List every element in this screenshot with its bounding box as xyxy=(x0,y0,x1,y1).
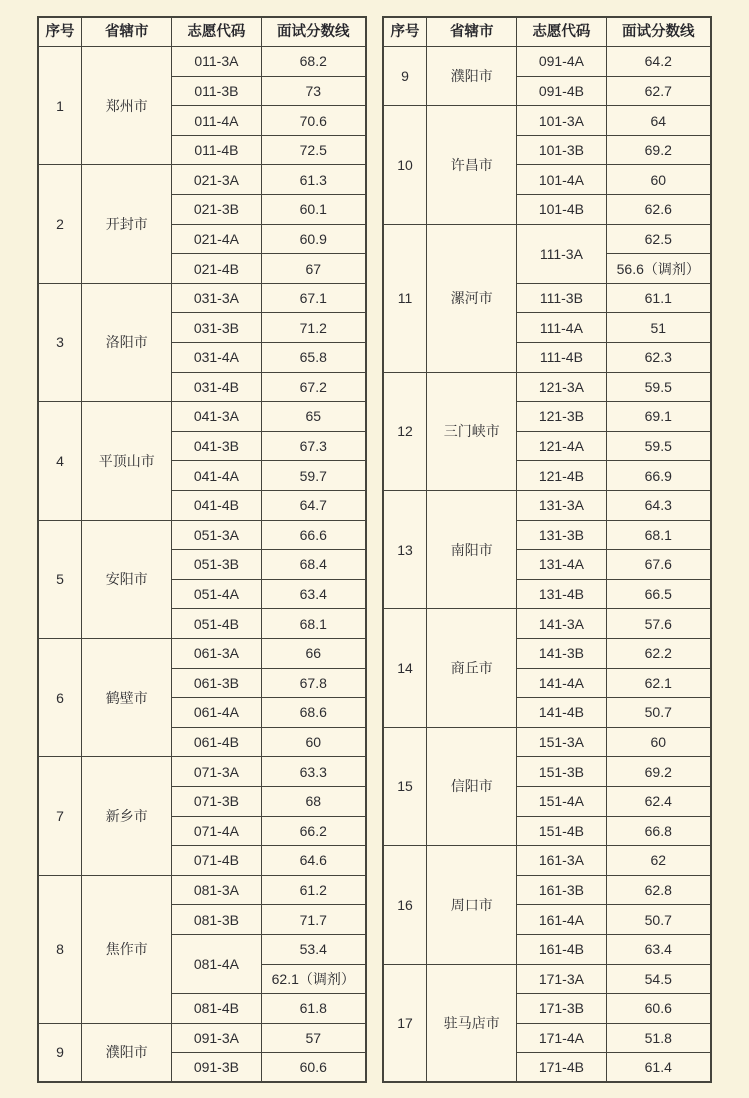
score-cell: 66.6 xyxy=(261,520,366,550)
code-cell: 161-3A xyxy=(517,846,606,876)
code-cell: 131-4A xyxy=(517,550,606,580)
city-cell: 开封市 xyxy=(82,165,172,283)
score-cell: 67.1 xyxy=(261,283,366,313)
city-cell: 鹤壁市 xyxy=(82,638,172,756)
code-cell: 091-3B xyxy=(172,1053,261,1083)
score-cell: 50.7 xyxy=(606,698,711,728)
code-cell: 031-4B xyxy=(172,372,261,402)
serial-cell: 6 xyxy=(38,638,82,756)
score-cell: 59.5 xyxy=(606,431,711,461)
city-cell: 三门峡市 xyxy=(427,372,517,490)
code-cell: 021-4B xyxy=(172,254,261,284)
code-cell: 061-4B xyxy=(172,727,261,757)
code-cell: 101-4A xyxy=(517,165,606,195)
score-cell: 61.1 xyxy=(606,283,711,313)
score-cell: 64 xyxy=(606,106,711,136)
code-cell: 091-4B xyxy=(517,76,606,106)
serial-cell: 15 xyxy=(383,727,427,845)
code-cell: 121-4B xyxy=(517,461,606,491)
score-cell: 60 xyxy=(261,727,366,757)
code-cell: 011-4A xyxy=(172,106,261,136)
table-row xyxy=(383,372,711,402)
score-cell: 60.1 xyxy=(261,195,366,225)
score-cell: 62.7 xyxy=(606,76,711,106)
code-cell: 141-4A xyxy=(517,668,606,698)
serial-cell: 7 xyxy=(38,757,82,875)
code-cell: 081-3B xyxy=(172,905,261,935)
code-cell: 161-3B xyxy=(517,875,606,905)
score-cell: 57 xyxy=(261,1023,366,1053)
score-cell: 63.3 xyxy=(261,757,366,787)
code-cell: 111-3A xyxy=(517,224,606,283)
code-cell: 051-3A xyxy=(172,520,261,550)
code-cell: 041-4B xyxy=(172,491,261,521)
code-cell: 041-3B xyxy=(172,431,261,461)
table-row xyxy=(38,47,366,77)
code-cell: 091-3A xyxy=(172,1023,261,1053)
code-cell: 021-4A xyxy=(172,224,261,254)
code-cell: 161-4B xyxy=(517,934,606,964)
score-cell: 60.6 xyxy=(261,1053,366,1083)
score-table-left xyxy=(37,16,367,1083)
score-cell: 60.9 xyxy=(261,224,366,254)
score-cell: 65.8 xyxy=(261,343,366,373)
score-cell: 68.1 xyxy=(261,609,366,639)
code-cell: 171-4B xyxy=(517,1053,606,1083)
code-cell: 101-4B xyxy=(517,195,606,225)
serial-cell: 9 xyxy=(383,47,427,106)
code-cell: 071-4A xyxy=(172,816,261,846)
code-cell: 061-3B xyxy=(172,668,261,698)
city-cell: 周口市 xyxy=(427,846,517,964)
city-cell: 许昌市 xyxy=(427,106,517,224)
table-row xyxy=(383,964,711,994)
code-cell: 071-3B xyxy=(172,786,261,816)
score-cell: 68 xyxy=(261,786,366,816)
table-row xyxy=(38,283,366,313)
score-cell: 62 xyxy=(606,846,711,876)
code-cell: 031-3A xyxy=(172,283,261,313)
score-cell: 62.1（调剂） xyxy=(261,964,366,994)
code-cell: 081-4B xyxy=(172,994,261,1024)
code-cell: 141-4B xyxy=(517,698,606,728)
score-cell: 62.8 xyxy=(606,875,711,905)
code-cell: 041-4A xyxy=(172,461,261,491)
table-row xyxy=(38,1023,366,1053)
code-cell: 121-4A xyxy=(517,431,606,461)
code-cell: 131-4B xyxy=(517,579,606,609)
code-cell: 151-3A xyxy=(517,727,606,757)
city-cell: 驻马店市 xyxy=(427,964,517,1082)
code-cell: 091-4A xyxy=(517,47,606,77)
score-cell: 62.4 xyxy=(606,786,711,816)
score-cell: 67.8 xyxy=(261,668,366,698)
table-row xyxy=(38,165,366,195)
city-cell: 新乡市 xyxy=(82,757,172,875)
column-header-1: 省辖市 xyxy=(427,17,517,47)
score-tables-container xyxy=(37,16,712,1083)
score-cell: 69.2 xyxy=(606,757,711,787)
serial-cell: 13 xyxy=(383,491,427,609)
score-cell: 54.5 xyxy=(606,964,711,994)
serial-cell: 10 xyxy=(383,106,427,224)
header-row xyxy=(38,17,366,47)
code-cell: 011-3A xyxy=(172,47,261,77)
score-cell: 62.2 xyxy=(606,638,711,668)
column-header-0: 序号 xyxy=(38,17,82,47)
score-cell: 69.2 xyxy=(606,135,711,165)
table-row xyxy=(38,638,366,668)
city-cell: 南阳市 xyxy=(427,491,517,609)
serial-cell: 11 xyxy=(383,224,427,372)
score-cell: 65 xyxy=(261,402,366,432)
code-cell: 171-3B xyxy=(517,994,606,1024)
serial-cell: 8 xyxy=(38,875,82,1023)
code-cell: 041-3A xyxy=(172,402,261,432)
code-cell: 061-3A xyxy=(172,638,261,668)
score-cell: 64.3 xyxy=(606,491,711,521)
score-cell: 59.5 xyxy=(606,372,711,402)
code-cell: 121-3A xyxy=(517,372,606,402)
serial-cell: 4 xyxy=(38,402,82,520)
code-cell: 131-3B xyxy=(517,520,606,550)
score-cell: 66.9 xyxy=(606,461,711,491)
code-cell: 051-3B xyxy=(172,550,261,580)
table-row xyxy=(38,402,366,432)
score-cell: 67 xyxy=(261,254,366,284)
column-header-2: 志愿代码 xyxy=(172,17,261,47)
code-cell: 131-3A xyxy=(517,491,606,521)
code-cell: 051-4A xyxy=(172,579,261,609)
code-cell: 141-3B xyxy=(517,638,606,668)
score-cell: 71.7 xyxy=(261,905,366,935)
score-cell: 64.6 xyxy=(261,846,366,876)
column-header-2: 志愿代码 xyxy=(517,17,606,47)
serial-cell: 1 xyxy=(38,47,82,165)
code-cell: 101-3A xyxy=(517,106,606,136)
code-cell: 111-3B xyxy=(517,283,606,313)
city-cell: 洛阳市 xyxy=(82,283,172,401)
city-cell: 平顶山市 xyxy=(82,402,172,520)
serial-cell: 12 xyxy=(383,372,427,490)
city-cell: 濮阳市 xyxy=(427,47,517,106)
score-cell: 68.1 xyxy=(606,520,711,550)
code-cell: 121-3B xyxy=(517,402,606,432)
code-cell: 141-3A xyxy=(517,609,606,639)
score-cell: 50.7 xyxy=(606,905,711,935)
table-row xyxy=(383,609,711,639)
score-cell: 61.2 xyxy=(261,875,366,905)
table-row xyxy=(383,846,711,876)
code-cell: 161-4A xyxy=(517,905,606,935)
score-cell: 53.4 xyxy=(261,934,366,964)
table-row xyxy=(383,727,711,757)
table-row xyxy=(38,520,366,550)
column-header-0: 序号 xyxy=(383,17,427,47)
score-cell: 71.2 xyxy=(261,313,366,343)
score-cell: 51 xyxy=(606,313,711,343)
score-cell: 60 xyxy=(606,165,711,195)
serial-cell: 2 xyxy=(38,165,82,283)
city-cell: 濮阳市 xyxy=(82,1023,172,1082)
serial-cell: 14 xyxy=(383,609,427,727)
table-row xyxy=(38,875,366,905)
score-cell: 69.1 xyxy=(606,402,711,432)
score-cell: 62.3 xyxy=(606,343,711,373)
serial-cell: 16 xyxy=(383,846,427,964)
city-cell: 安阳市 xyxy=(82,520,172,638)
code-cell: 151-4A xyxy=(517,786,606,816)
column-header-1: 省辖市 xyxy=(82,17,172,47)
score-cell: 64.2 xyxy=(606,47,711,77)
column-header-3: 面试分数线 xyxy=(606,17,711,47)
code-cell: 021-3A xyxy=(172,165,261,195)
score-cell: 63.4 xyxy=(261,579,366,609)
score-cell: 66 xyxy=(261,638,366,668)
score-cell: 62.5 xyxy=(606,224,711,254)
code-cell: 081-3A xyxy=(172,875,261,905)
score-cell: 68.6 xyxy=(261,698,366,728)
city-cell: 信阳市 xyxy=(427,727,517,845)
code-cell: 031-3B xyxy=(172,313,261,343)
code-cell: 061-4A xyxy=(172,698,261,728)
city-cell: 商丘市 xyxy=(427,609,517,727)
score-cell: 64.7 xyxy=(261,491,366,521)
code-cell: 101-3B xyxy=(517,135,606,165)
serial-cell: 3 xyxy=(38,283,82,401)
score-cell: 73 xyxy=(261,76,366,106)
score-cell: 72.5 xyxy=(261,135,366,165)
score-cell: 59.7 xyxy=(261,461,366,491)
code-cell: 111-4A xyxy=(517,313,606,343)
code-cell: 021-3B xyxy=(172,195,261,225)
score-cell: 66.2 xyxy=(261,816,366,846)
table-row xyxy=(383,106,711,136)
city-cell: 漯河市 xyxy=(427,224,517,372)
score-cell: 57.6 xyxy=(606,609,711,639)
score-cell: 66.8 xyxy=(606,816,711,846)
score-cell: 68.4 xyxy=(261,550,366,580)
table-row xyxy=(38,757,366,787)
code-cell: 051-4B xyxy=(172,609,261,639)
score-cell: 67.3 xyxy=(261,431,366,461)
serial-cell: 9 xyxy=(38,1023,82,1082)
score-cell: 60.6 xyxy=(606,994,711,1024)
score-cell: 61.4 xyxy=(606,1053,711,1083)
code-cell: 071-4B xyxy=(172,846,261,876)
score-cell: 67.6 xyxy=(606,550,711,580)
table-row xyxy=(383,224,711,254)
score-cell: 62.1 xyxy=(606,668,711,698)
score-cell: 51.8 xyxy=(606,1023,711,1053)
score-cell: 61.3 xyxy=(261,165,366,195)
city-cell: 焦作市 xyxy=(82,875,172,1023)
score-cell: 61.8 xyxy=(261,994,366,1024)
code-cell: 081-4A xyxy=(172,934,261,993)
code-cell: 171-4A xyxy=(517,1023,606,1053)
city-cell: 郑州市 xyxy=(82,47,172,165)
score-cell: 60 xyxy=(606,727,711,757)
code-cell: 151-4B xyxy=(517,816,606,846)
code-cell: 071-3A xyxy=(172,757,261,787)
score-table-right xyxy=(382,16,712,1083)
score-cell: 63.4 xyxy=(606,934,711,964)
score-cell: 70.6 xyxy=(261,106,366,136)
code-cell: 151-3B xyxy=(517,757,606,787)
code-cell: 171-3A xyxy=(517,964,606,994)
code-cell: 031-4A xyxy=(172,343,261,373)
code-cell: 111-4B xyxy=(517,343,606,373)
score-cell: 67.2 xyxy=(261,372,366,402)
serial-cell: 5 xyxy=(38,520,82,638)
score-cell: 56.6（调剂） xyxy=(606,254,711,284)
table-row xyxy=(383,491,711,521)
header-row xyxy=(383,17,711,47)
table-row xyxy=(383,47,711,77)
score-cell: 66.5 xyxy=(606,579,711,609)
score-cell: 68.2 xyxy=(261,47,366,77)
score-cell: 62.6 xyxy=(606,195,711,225)
serial-cell: 17 xyxy=(383,964,427,1082)
column-header-3: 面试分数线 xyxy=(261,17,366,47)
code-cell: 011-4B xyxy=(172,135,261,165)
code-cell: 011-3B xyxy=(172,76,261,106)
